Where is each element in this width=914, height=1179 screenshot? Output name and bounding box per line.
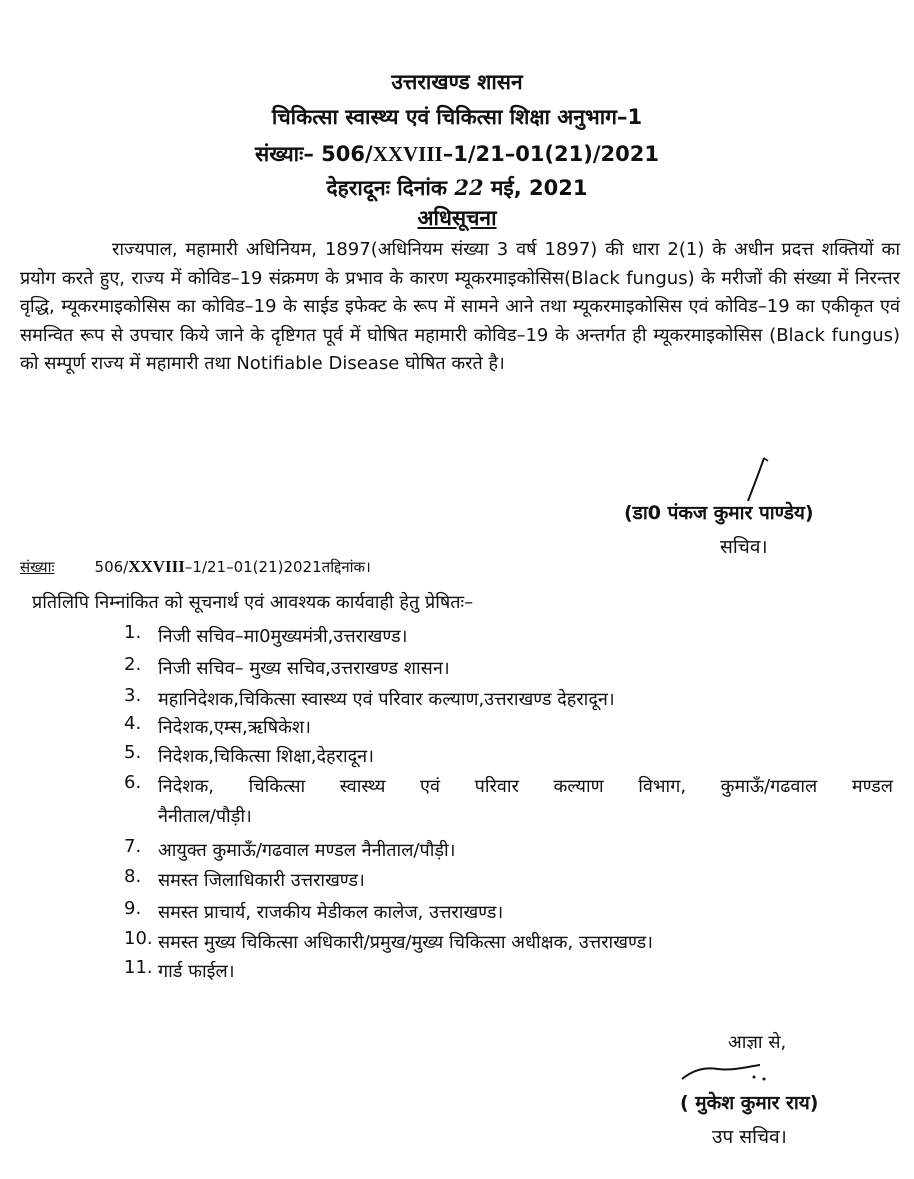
copy-reference-pre: 506/ <box>94 558 129 576</box>
order-number-pre: 506/ <box>321 142 373 166</box>
government-heading: उत्तराखण्ड शासन <box>391 70 523 94</box>
list-item-number: 6. <box>124 772 142 793</box>
list-item-text: निजी सचिव–मा0मुख्यमंत्री,उत्तराखण्ड। <box>158 626 408 647</box>
date-day-handwritten: 22 <box>454 175 484 200</box>
list-item-number: 2. <box>124 654 142 675</box>
notification-body-text: राज्यपाल, महामारी अधिनियम, 1897(अधिनियम संख्या 3 वर्ष 1897) की धारा 2(1) के अधीन प्रदत्त शक्तियों का प्रयोग करते हुए, राज्य में कोविड–19 संक्रमण के प्रभाव के कारण म्यूकरमाइकोसिस(Black fungus) के मरीजों की संख्या में निरन्तर वृद्धि, म्यूकरमाइकोसिस का कोविड–19 के साईड इफेक्ट के रूप में सामने आने तथा म्यूकरमाइकोसिस एवं कोविड–19 का एकीकृत एवं समन्वित रूप से उपचार किये जाने के दृष्टिगत पूर्व में घोषित महामारी कोविड–19 के अन्तर्गत ही म्यूकरमाइकोसिस (Black fungus) को सम्पूर्ण राज्य में महामारी तथा Notifiable Disease घोषित करते है। <box>20 239 900 374</box>
list-item-text: निजी सचिव– मुख्य सचिव,उत्तराखण्ड शासन। <box>158 658 450 679</box>
list-item-number: 11. <box>124 957 153 978</box>
by-order-label: आज्ञा से, <box>728 1032 787 1053</box>
notification-title: अधिसूचना <box>417 206 497 230</box>
list-item-number: 10. <box>124 928 153 949</box>
officer-name: ( मुकेश कुमार राय) <box>680 1092 819 1114</box>
list-item-text: समस्त प्राचार्य, राजकीय मेडीकल कालेज, उत्तराखण्ड। <box>158 902 504 923</box>
list-item-text: समस्त मुख्य चिकित्सा अधिकारी/प्रमुख/मुख्य चिकित्सा अधीक्षक, उत्तराखण्ड। <box>158 932 653 953</box>
list-item-number: 1. <box>124 622 142 643</box>
list-item-number: 4. <box>124 713 142 734</box>
list-item-text: निदेशक,एम्स,ऋषिकेश। <box>158 717 311 738</box>
signature-mark <box>742 455 782 505</box>
order-date <box>0 174 914 202</box>
copy-reference-post: –1/21–01(21)2021तद्दिनांक। <box>184 558 371 576</box>
list-item-text: निदेशक,चिकित्सा शिक्षा,देहरादून। <box>158 746 374 767</box>
list-item-number: 5. <box>124 742 142 763</box>
signatory-name: (डा0 पंकज कुमार पाण्डेय) <box>624 502 814 524</box>
signatory-title: सचिव। <box>720 536 768 558</box>
list-item-text: आयुक्त कुमाऊँ/गढवाल मण्डल नैनीताल/पौड़ी। <box>158 840 456 861</box>
officer-title: उप सचिव। <box>712 1126 787 1148</box>
copy-intro: प्रतिलिपि निम्नांकित को सूचनार्थ एवं आवश्यक कार्यवाही हेतु प्रेषितः– <box>32 592 474 613</box>
notification-body <box>20 236 900 379</box>
officer-signature <box>676 1055 796 1089</box>
list-item-text-continued: नैनीताल/पौड़ी। <box>158 806 252 827</box>
list-item-number: 9. <box>124 898 142 919</box>
order-number-label: संख्याः– <box>255 142 314 166</box>
list-item-number: 3. <box>124 685 142 706</box>
copy-reference-label: संख्याः <box>20 558 55 576</box>
list-item-text: गार्ड फाईल। <box>158 961 235 982</box>
list-item-number: 8. <box>124 866 142 887</box>
list-item-text: समस्त जिलाधिकारी उत्तराखण्ड। <box>158 870 365 891</box>
copy-reference <box>20 557 371 577</box>
order-number <box>0 140 914 168</box>
copy-reference-roman: XXVIII <box>128 557 185 576</box>
order-number-roman: XXVIII <box>372 142 443 166</box>
date-suffix: मई, 2021 <box>490 176 588 200</box>
date-prefix: देहरादूनः दिनांक <box>326 176 448 200</box>
department-heading: चिकित्सा स्वास्थ्य एवं चिकित्सा शिक्षा अनुभाग–1 <box>271 105 643 129</box>
list-item-text: निदेशक, चिकित्सा स्वास्थ्य एवं परिवार कल्याण विभाग, कुमाऊँ/गढवाल मण्डल <box>158 776 893 797</box>
order-number-post: –1/21–01(21)/2021 <box>442 142 659 166</box>
list-item-text: महानिदेशक,चिकित्सा स्वास्थ्य एवं परिवार कल्याण,उत्तराखण्ड देहरादून। <box>158 689 615 710</box>
list-item-number: 7. <box>124 836 142 857</box>
